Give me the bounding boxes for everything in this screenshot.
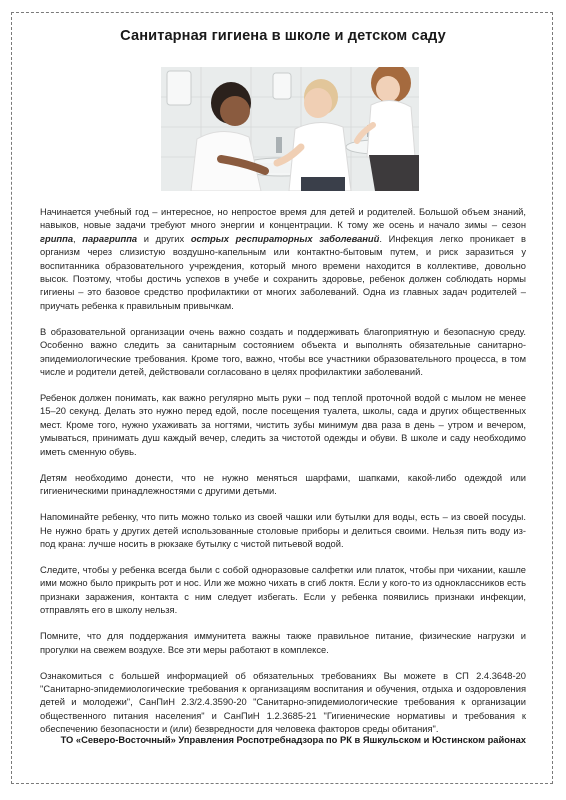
paragraph-1: Начинается учебный год – интересное, но непростое время для детей и родителей. Большой объем знаний, навыков, новые задачи требуют много энергии и концентрации. К тому же осень и начало зимы – сезон гриппа, парагриппа и других острых респираторных заболеваний. Инфекция легко проникает в организм через слизистую воздушно-капельным или контактно-бытовым путем, и риск заразиться у воспитанника образовательного учреждения, который много времени находится в коллективе, довольно высок. Поэтому, чтобы достичь успехов в учебе и сохранить здоровье, ребенок должен соблюдать нормы гигиены – это базовое средство профилактики от многих заболеваний. Одна из главных задач родителей – приучать ребенка к правильным привычкам. <box>40 207 526 311</box>
paragraph-8: Ознакомиться с большей информацией об обязательных требованиях Вы можете в СП 2.4.3648-20 "Санитарно-эпидемиологические требования к организациям воспитания и обучения, отдыха и оздоровления детей и молодежи", СанПиН 2.3/2.4.3590-20 "Санитарно-эпидемиологические требования к организации общественного питания населения" и СанПиН 1.2.3685-21 "Гигиенические нормативы и требования к обеспечению безопасности и (или) безвредности для человека факторов среды обитания". <box>40 670 526 735</box>
article-body <box>40 206 526 749</box>
children-washing-hands-photo <box>161 67 419 191</box>
paragraph-4: Детям необходимо донести, что не нужно меняться шарфами, шапками, какой-либо одеждой или гигиеническими принадлежностями с другими детьми. <box>40 472 526 497</box>
paragraph-6: Следите, чтобы у ребенка всегда были с собой одноразовые салфетки или платок, чтобы при чихании, кашле ими можно было прикрыть рот и нос. Или же можно чихать в сгиб локтя. Если у кого-то из одноклассников есть признаки заражения, контакта с ним следует избегать. Если у ребенка появились признаки инфекции, отправлять его в школу нельзя. <box>40 564 526 616</box>
term-ari: острых респираторных заболеваний <box>190 233 380 244</box>
photo-illustration <box>161 67 419 191</box>
author-signature: ТО «Северо-Восточный» Управления Роспотребнадзора по РК в Яшкульском и Юстинском районах <box>60 735 526 745</box>
term-influenza: гриппа <box>40 233 74 244</box>
paragraph-7: Помните, что для поддержания иммунитета важны также правильное питание, физические нагрузки и прогулки на свежем воздухе. Все эти меры работают в комплексе. <box>40 631 526 655</box>
term-parainfluenza: парагриппа <box>82 233 138 244</box>
paragraph-5: Напоминайте ребенку, что пить можно только из своей чашки или бутылки для воды, есть – из своей посуды. Не нужно брать у других детей использованные столовые приборы и делиться своими. Нельзя пить воду из-под крана: лучше носить в рюкзаке бутылку с чистой питьевой водой. <box>40 512 526 549</box>
page-title: Санитарная гигиена в школе и детском саду <box>120 28 446 44</box>
paragraph-2: В образовательной организации очень важно создать и поддерживать благоприятную и безопасную среду. Особенно важно следить за санитарным состоянием объекта и выполнять обязательные санитарно-эпидемиологические требования. Кроме того, важно, чтобы все участники образовательного процесса, в том числе и родители детей, действовали согласовано в целях профилактики заболеваний. <box>40 326 526 378</box>
paragraph-3: Ребенок должен понимать, как важно регулярно мыть руки – под теплой проточной водой с мылом не менее 15–20 секунд. Делать это нужно перед едой, после посещения туалета, школы, сада и других общественных мест. Кроме того, нужно ухаживать за ногтями, чистить зубы минимум два раза в день – утром и вечером, умываться, принимать душ каждый вечер, следить за чистотой одежды и обуви. В школе и саду необходимо иметь сменную обувь. <box>40 393 526 457</box>
